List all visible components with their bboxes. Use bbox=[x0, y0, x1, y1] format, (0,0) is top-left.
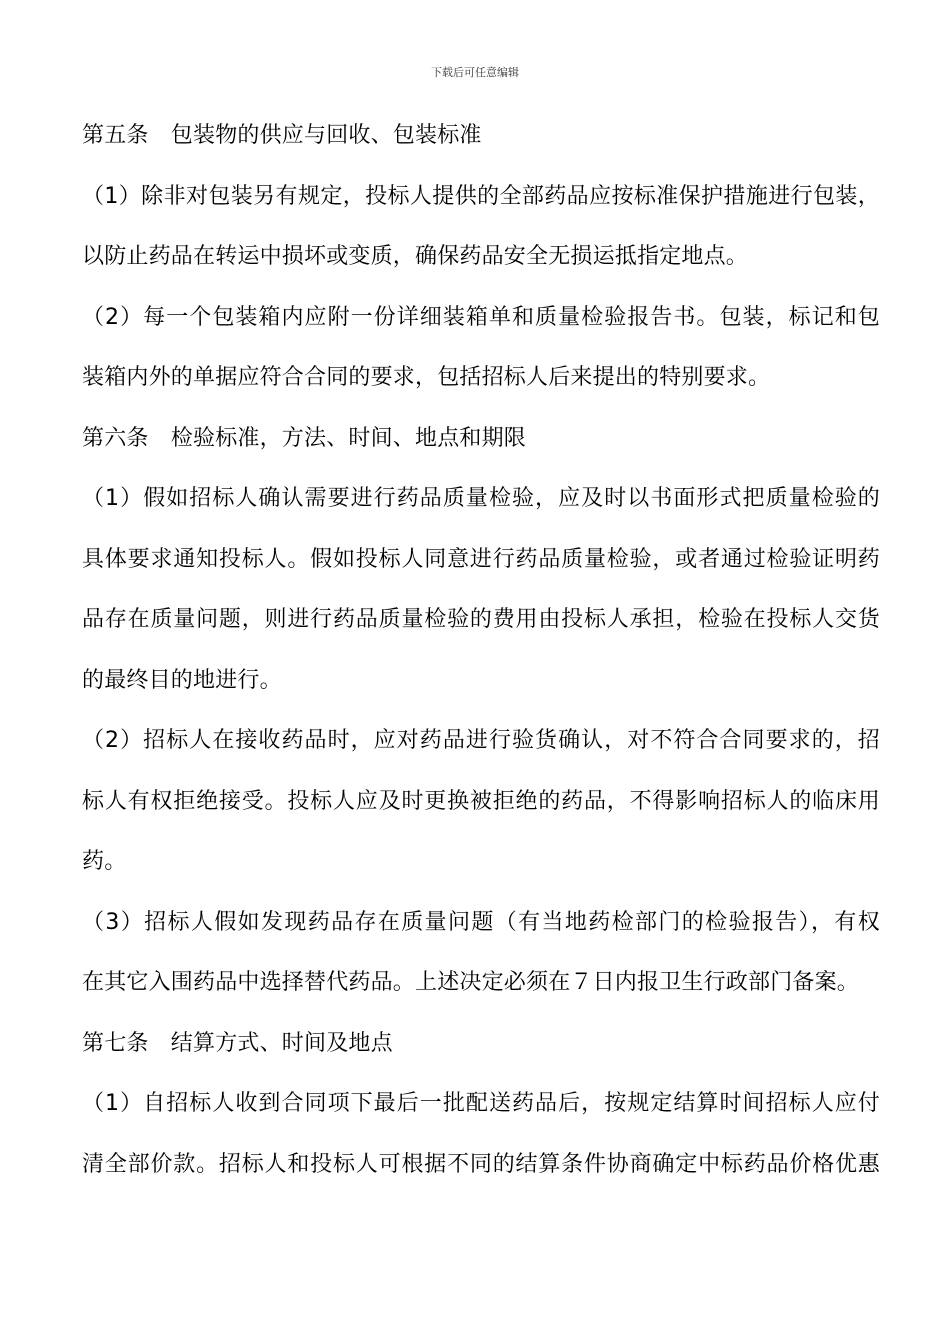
text-line: 具体要求通知投标人。假如投标人同意进行药品质量检验，或者通过检验证明药 bbox=[82, 546, 880, 572]
section-heading: 第六条 检验标准，方法、时间、地点和期限 bbox=[82, 425, 527, 451]
text-line: （2）每一个包装箱内应附一份详细装箱单和质量检验报告书。包装，标记和包 bbox=[82, 304, 880, 330]
text-line: （1）自招标人收到合同项下最后一批配送药品后，按规定结算时间招标人应付 bbox=[82, 1091, 880, 1116]
text-line: 药。 bbox=[82, 849, 127, 874]
section-article-6 bbox=[82, 409, 880, 1014]
paragraph bbox=[82, 1074, 880, 1195]
text-line: 清全部价款。招标人和投标人可根据不同的结算条件协商确定中标药品价格优惠 bbox=[82, 1151, 880, 1177]
section-heading: 第七条 结算方式、时间及地点 bbox=[82, 1030, 393, 1056]
section-heading: 第五条 包装物的供应与回收、包装标准 bbox=[82, 123, 482, 148]
paragraph bbox=[82, 469, 880, 711]
text-line: （1）假如招标人确认需要进行药品质量检验，应及时以书面形式把质量检验的 bbox=[82, 486, 880, 511]
text-line: 在其它入围药品中选择替代药品。上述决定必须在７日内报卫生行政部门备案。 bbox=[82, 970, 860, 995]
text-line: 品存在质量问题，则进行药品质量检验的费用由投标人承担，检验在投标人交货 bbox=[82, 607, 880, 632]
paragraph bbox=[82, 167, 880, 288]
paragraph bbox=[82, 711, 880, 893]
text-line: （2）招标人在接收药品时，应对药品进行验货确认，对不符合合同要求的，招 bbox=[82, 728, 880, 753]
text-line: 装箱内外的单据应符合合同的要求，包括招标人后来提出的特别要求。 bbox=[82, 365, 771, 390]
section-article-5 bbox=[82, 106, 880, 409]
page-header: 下载后可任意编辑 bbox=[431, 66, 519, 79]
paragraph bbox=[82, 893, 880, 1014]
text-line: （3）招标人假如发现药品存在质量问题（有当地药检部门的检验报告），有权 bbox=[82, 909, 880, 935]
paragraph bbox=[82, 288, 880, 409]
text-line: 的最终目的地进行。 bbox=[82, 667, 282, 693]
text-line: 标人有权拒绝接受。投标人应及时更换被拒绝的药品，不得影响招标人的临床用 bbox=[82, 788, 880, 814]
document-body bbox=[82, 106, 880, 1195]
section-article-7 bbox=[82, 1014, 880, 1196]
text-line: （1）除非对包装另有规定，投标人提供的全部药品应按标准保护措施进行包装， bbox=[82, 183, 880, 209]
text-line: 以防止药品在转运中损坏或变质，确保药品安全无损运抵指定地点。 bbox=[82, 244, 749, 269]
